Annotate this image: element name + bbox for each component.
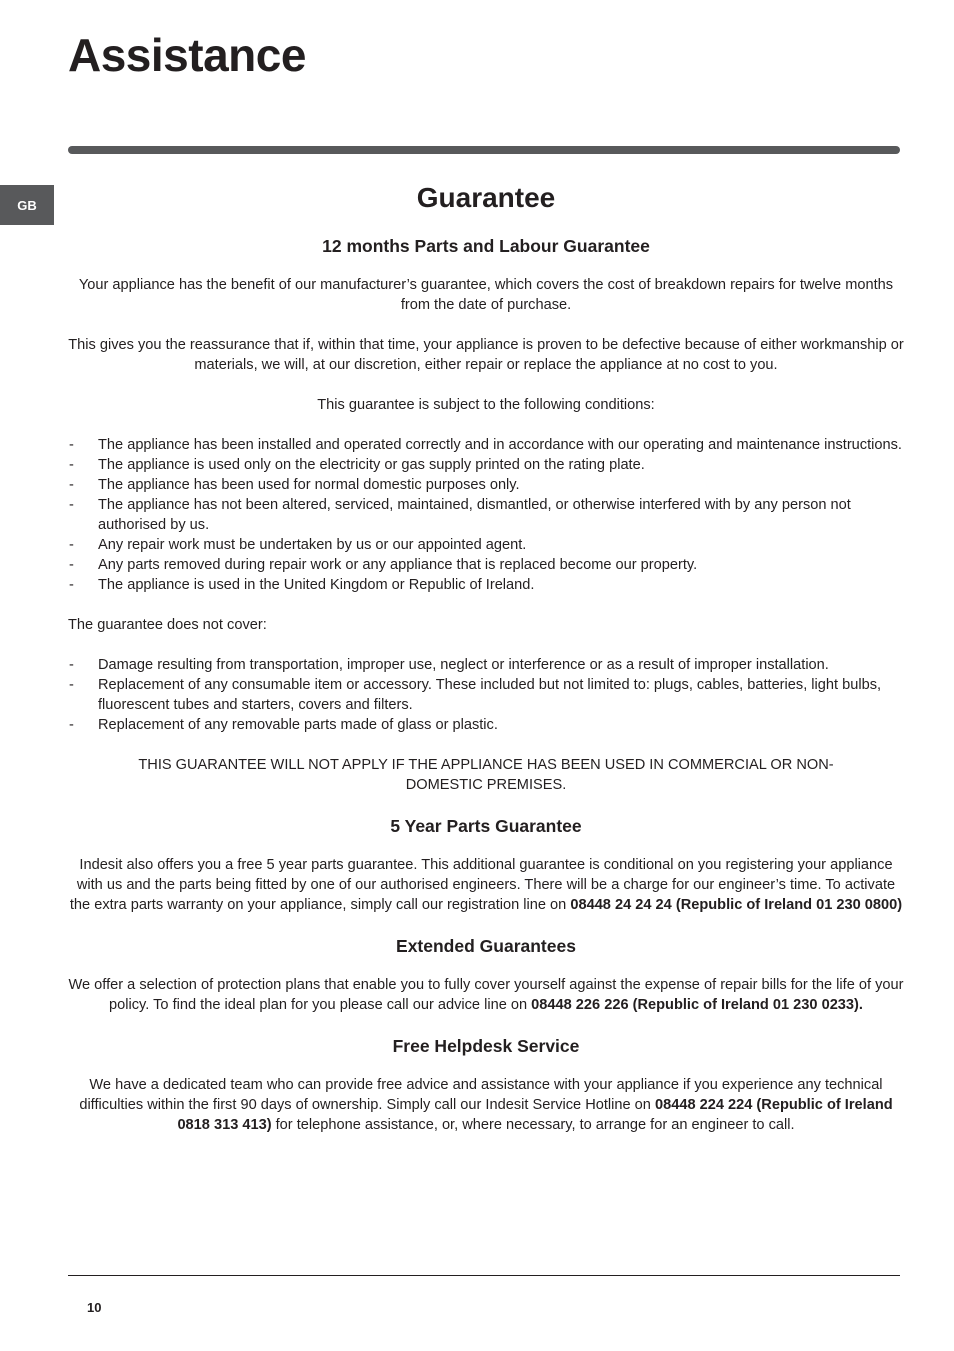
- extended-text: We offer a selection of protection plans that enable you to fully cover yourself against the expense of repair bills for the life of your policy. To find the ideal plan for you please call our advice line on: [68, 977, 904, 1013]
- not-cover-intro: The guarantee does not cover:: [68, 617, 267, 633]
- helpdesk-heading: Free Helpdesk Service: [392, 1036, 580, 1056]
- condition-item: - The appliance has been used for normal domestic purposes only.: [68, 475, 904, 495]
- exclusion-item: - Damage resulting from transportation, improper use, neglect or interference or as a result of improper installation.: [68, 655, 904, 675]
- commercial-warning: THIS GUARANTEE WILL NOT APPLY IF THE APPLIANCE HAS BEEN USED IN COMMERCIAL OR NON-DOMESTIC PREMISES.: [138, 757, 834, 793]
- registration-phone: 08448 24 24 24 (Republic of Ireland 01 230 0800): [570, 897, 903, 913]
- page-number: 10: [87, 1300, 102, 1315]
- exclusions-list: [68, 655, 904, 735]
- header-divider: [68, 146, 900, 154]
- advice-phone: 08448 226 226 (Republic of Ireland 01 230 0233).: [531, 997, 863, 1013]
- condition-item: - The appliance is used only on the electricity or gas supply printed on the rating plate.: [68, 455, 904, 475]
- five-year-heading: 5 Year Parts Guarantee: [390, 816, 582, 836]
- condition-item: - The appliance is used in the United Kingdom or Republic of Ireland.: [68, 575, 904, 595]
- helpdesk-paragraph: [68, 1075, 904, 1135]
- condition-item: - The appliance has not been altered, serviced, maintained, dismantled, or otherwise interfered with by any person not authorised by us.: [68, 495, 904, 535]
- extended-paragraph: [68, 975, 904, 1015]
- helpdesk-text: We have a dedicated team who can provide free advice and assistance with your appliance if you experience any technical difficulties within the first 90 days of ownership. Simply call our Indesit Service Hotline on: [79, 1077, 883, 1113]
- section-title: Guarantee: [416, 182, 556, 213]
- conditions-list: [68, 435, 904, 595]
- footer-divider: [68, 1275, 900, 1276]
- hotline-phone: 08448 224 224 (Republic of Ireland 0818 313 413): [177, 1097, 893, 1133]
- language-tab: GB: [0, 185, 54, 225]
- page-title: Assistance: [68, 29, 306, 81]
- exclusion-item: - Replacement of any consumable item or accessory. These included but not limited to: plugs, cables, batteries, light bulbs, fluorescent tubes and starters, covers and filters.: [68, 675, 904, 715]
- five-year-text: Indesit also offers you a free 5 year parts guarantee. This additional guarantee is conditional on you registering your appliance with us and the parts being fitted by one of our authorised engineers. There will be a charge for our engineer’s time. To activate the extra parts warranty on your appliance, simply call our registration line on: [69, 857, 896, 913]
- helpdesk-text-after: for telephone assistance, or, where necessary, to arrange for an engineer to call.: [271, 1117, 795, 1133]
- exclusion-item: - Replacement of any removable parts made of glass or plastic.: [68, 715, 904, 735]
- condition-item: - The appliance has been installed and operated correctly and in accordance with our operating and maintenance instructions.: [68, 435, 904, 455]
- twelve-month-heading: 12 months Parts and Labour Guarantee: [322, 236, 650, 256]
- condition-item: - Any parts removed during repair work or any appliance that is replaced become our property.: [68, 555, 904, 575]
- extended-heading: Extended Guarantees: [396, 936, 576, 956]
- conditions-intro: This guarantee is subject to the following conditions:: [317, 397, 655, 413]
- twelve-month-paragraph-1: Your appliance has the benefit of our manufacturer’s guarantee, which covers the cost of breakdown repairs for twelve months from the date of purchase.: [78, 277, 894, 313]
- five-year-paragraph: [68, 855, 904, 915]
- twelve-month-paragraph-2: This gives you the reassurance that if, within that time, your appliance is proven to be defective because of either workmanship or materials, we will, at our discretion, either repair or replace the appliance at no cost to you.: [68, 337, 904, 373]
- guarantee-content: [68, 178, 904, 1155]
- condition-item: - Any repair work must be undertaken by us or our appointed agent.: [68, 535, 904, 555]
